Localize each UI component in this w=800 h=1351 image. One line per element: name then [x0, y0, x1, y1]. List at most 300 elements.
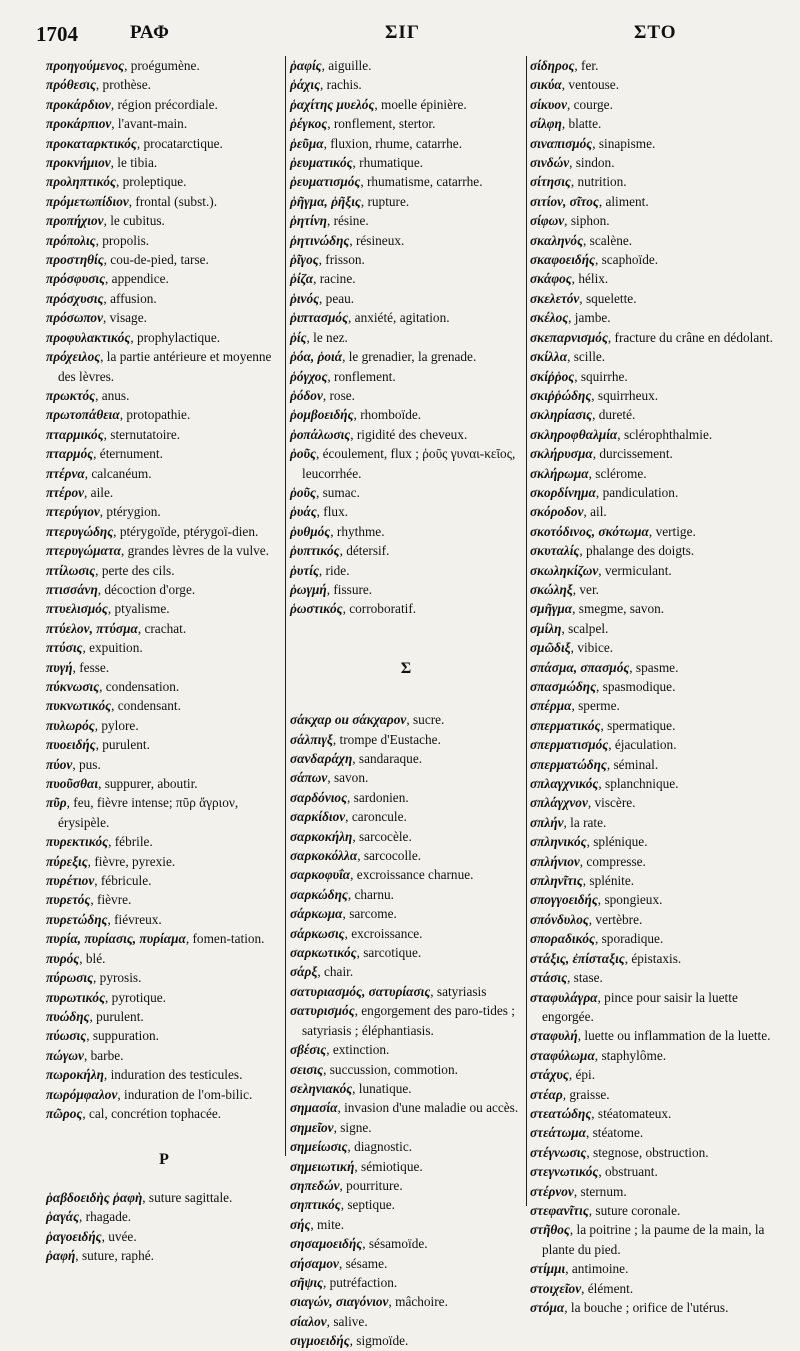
french-definition: , compresse.	[579, 853, 646, 869]
dictionary-entry	[530, 890, 778, 909]
french-definition: , cou-de-pied, tarse.	[103, 252, 209, 268]
dictionary-entry	[46, 658, 282, 677]
french-definition: , purulent.	[89, 1008, 144, 1024]
greek-headword: πύκνωσις	[46, 679, 100, 694]
greek-headword: σπάσμα, σπασμός	[530, 659, 630, 675]
greek-headword: πῶρος	[46, 1105, 83, 1121]
greek-headword: πρόχειλος	[46, 349, 101, 365]
french-definition: , sporadique.	[594, 931, 664, 947]
greek-headword: σηπεδών	[290, 1177, 340, 1193]
greek-headword: σβέσις	[290, 1042, 327, 1058]
french-definition: , suppuration.	[86, 1028, 159, 1044]
french-definition: , fomen-tation.	[185, 931, 265, 947]
french-definition: , détersif.	[339, 543, 390, 559]
french-definition: , fièvre, pyrexie.	[87, 853, 176, 869]
french-definition: , mâchoire.	[388, 1294, 448, 1310]
greek-headword: σής	[290, 1216, 311, 1232]
french-definition: , sardonien.	[347, 789, 409, 805]
greek-headword: πώγων	[46, 1047, 84, 1063]
french-definition: , hélix.	[571, 271, 609, 287]
dictionary-entry	[530, 638, 778, 657]
greek-headword: στοιχεῖον	[530, 1280, 582, 1296]
greek-headword: πρόπολις	[46, 232, 96, 248]
dictionary-entry	[530, 793, 778, 812]
greek-headword: σταφύλωμα	[530, 1047, 595, 1063]
dictionary-entry	[530, 832, 778, 851]
french-definition: , moelle épinière.	[374, 96, 467, 112]
french-definition: , rhumatique.	[352, 155, 424, 171]
french-definition: , ride.	[318, 562, 350, 578]
dictionary-entry	[46, 172, 282, 191]
dictionary-entry	[290, 502, 522, 521]
greek-headword: σκώληξ	[530, 581, 573, 597]
dictionary-entry	[290, 134, 522, 153]
dictionary-entry	[290, 924, 522, 943]
dictionary-entry	[46, 638, 282, 657]
greek-headword: ῥυτίς	[290, 562, 319, 578]
dictionary-entry	[530, 114, 778, 133]
dictionary-entry	[530, 561, 778, 580]
greek-headword: σταφυλή	[530, 1028, 578, 1044]
greek-headword: πρόμετωπίδιον	[46, 193, 129, 209]
greek-headword: πυρετώδης	[46, 911, 108, 927]
french-definition: , ronflement, stertor.	[327, 116, 436, 132]
french-definition: , rhagade.	[79, 1209, 132, 1225]
french-definition: , fracture du crâne en dédolant.	[607, 329, 773, 345]
running-head-left: ΡΑΦ	[130, 22, 170, 43]
greek-headword: σπογγοειδής	[530, 892, 598, 908]
greek-headword: ῥητίνη	[290, 213, 327, 229]
greek-headword: ῥοῦς	[290, 484, 316, 500]
dictionary-entry	[290, 1254, 522, 1273]
greek-headword: σκυταλίς	[530, 543, 580, 559]
french-definition: , sésamoïde.	[362, 1236, 428, 1252]
dictionary-entry	[46, 619, 282, 638]
greek-headword: στεάτωμα	[530, 1125, 586, 1141]
dictionary-entry	[46, 1085, 282, 1104]
french-definition: , stase.	[567, 970, 603, 986]
dictionary-entry	[46, 405, 282, 424]
dictionary-entry	[530, 444, 778, 463]
french-definition: , prophylactique.	[130, 329, 221, 345]
french-definition: , aile.	[84, 484, 114, 500]
dictionary-entry	[290, 904, 522, 923]
french-definition: , smegme, savon.	[572, 601, 665, 617]
dictionary-entry	[530, 1085, 778, 1104]
dictionary-entry	[46, 1104, 282, 1123]
greek-headword: σίτησις	[530, 174, 571, 190]
dictionary-entry	[46, 968, 282, 987]
dictionary-entry	[46, 308, 282, 327]
greek-headword: ῥαφίς	[290, 58, 322, 73]
french-definition: , peau.	[319, 290, 355, 306]
entry-list	[290, 710, 522, 1350]
dictionary-entry	[46, 696, 282, 715]
french-definition: , sumac.	[315, 484, 360, 500]
greek-headword: σπλάγχνον	[530, 795, 588, 811]
dictionary-entry	[530, 774, 778, 793]
french-definition: , vibice.	[570, 640, 614, 656]
greek-headword: σκοτόδινος, σκότωμα	[530, 523, 649, 539]
greek-headword: πῦρ	[46, 795, 67, 811]
greek-headword: σκαφοειδής	[530, 252, 595, 268]
dictionary-entry	[290, 749, 522, 768]
greek-headword: πωρόμφαλον	[46, 1086, 118, 1102]
french-definition: , sperme.	[571, 698, 620, 714]
greek-headword: πυοειδής	[46, 737, 96, 753]
dictionary-entry	[290, 1157, 522, 1176]
greek-headword: σατυριασμός, σατυρίασις	[290, 983, 431, 999]
french-definition: , sarcocèle.	[352, 828, 412, 844]
dictionary-entry	[290, 1234, 522, 1253]
dictionary-entry	[46, 386, 282, 405]
dictionary-entry	[46, 871, 282, 890]
dictionary-entry	[46, 502, 282, 521]
french-definition: , squirrhe.	[574, 368, 628, 384]
greek-headword: σάκχαρ ou σάκχαρον	[290, 712, 407, 728]
french-definition: , squirrheux.	[591, 387, 659, 403]
dictionary-entry	[530, 367, 778, 386]
french-definition: , ail.	[583, 504, 607, 520]
greek-headword: πρωκτός	[46, 387, 96, 403]
greek-headword: σησαμοειδής	[290, 1236, 363, 1252]
greek-headword: σάλπιγξ	[290, 731, 333, 747]
french-definition: , éternument.	[93, 446, 163, 462]
greek-headword: πυοῦσθαι	[46, 776, 99, 792]
french-definition: , salive.	[326, 1313, 368, 1329]
dictionary-entry	[530, 502, 778, 521]
dictionary-entry	[530, 1046, 778, 1065]
greek-headword: σκεπαρνισμός	[530, 329, 608, 345]
french-definition: , uvée.	[101, 1228, 137, 1244]
greek-headword: σεληνιακός	[290, 1080, 353, 1096]
french-definition: , extinction.	[326, 1042, 390, 1058]
french-definition: , stéatome.	[585, 1125, 644, 1141]
greek-headword: στέρνον	[530, 1183, 574, 1199]
greek-headword: σπέρμα	[530, 698, 572, 714]
french-definition: , pylore.	[94, 717, 139, 733]
french-definition: , affusion.	[103, 290, 157, 306]
dictionary-entry	[530, 949, 778, 968]
greek-headword: σαρκοκήλη	[290, 828, 353, 844]
dictionary-entry	[290, 807, 522, 826]
greek-headword: πτέρον	[46, 484, 85, 500]
french-definition: , vertige.	[648, 523, 696, 539]
french-definition: , graisse.	[562, 1086, 610, 1102]
dictionary-entry	[290, 289, 522, 308]
dictionary-entry	[290, 114, 522, 133]
french-definition: , pince pour saisir la luette engorgée.	[542, 989, 738, 1024]
dictionary-entry	[530, 871, 778, 890]
french-definition: , corroboratif.	[342, 601, 417, 617]
french-definition: , la bouche ; orifice de l'utérus.	[564, 1300, 729, 1315]
greek-headword: σπερματικός	[530, 717, 601, 733]
greek-headword: σίλφη	[530, 116, 562, 132]
greek-headword: πρόσωπον	[46, 310, 103, 326]
dictionary-entry	[290, 95, 522, 114]
greek-headword: ῥαγοειδής	[46, 1228, 102, 1244]
greek-headword: σαρκώδης	[290, 886, 348, 902]
greek-headword: σαρκωτικός	[290, 945, 357, 961]
greek-headword: σιτίον, σῖτος	[530, 193, 599, 209]
dictionary-entry	[46, 755, 282, 774]
greek-headword: σκορδίνημα	[530, 484, 596, 500]
dictionary-entry	[530, 735, 778, 754]
section-letter: P	[159, 1151, 169, 1169]
greek-headword: σκίλλα	[530, 349, 568, 365]
greek-headword: πυρωτικός	[46, 989, 106, 1005]
greek-headword: σπλήν	[530, 814, 564, 830]
greek-headword: σπληνῖτις	[530, 873, 583, 889]
greek-headword: σίδηρος	[530, 58, 575, 73]
dictionary-entry	[46, 929, 282, 948]
french-definition: , spongieux.	[597, 892, 663, 908]
dictionary-entry	[290, 211, 522, 230]
french-definition: , splanchnique.	[598, 776, 679, 792]
french-definition: , suture sagittale.	[142, 1189, 233, 1205]
dictionary-entry	[530, 153, 778, 172]
french-definition: , courge.	[566, 96, 613, 112]
dictionary-entry	[290, 730, 522, 749]
greek-headword: σκίῤῥος	[530, 368, 575, 384]
french-definition: , résineux.	[349, 232, 405, 248]
french-definition: , signe.	[333, 1119, 372, 1135]
dictionary-entry	[290, 982, 522, 1001]
french-definition: , ronflement.	[327, 368, 396, 384]
french-definition: , nutrition.	[570, 174, 627, 190]
greek-headword: σπλαγχνικός	[530, 776, 599, 792]
greek-headword: πύωσις	[46, 1028, 87, 1044]
french-definition: , stegnose, obstruction.	[586, 1144, 709, 1160]
dictionary-entry	[530, 910, 778, 929]
french-definition: , rigidité des cheveux.	[350, 426, 468, 442]
greek-headword: σημεῖον	[290, 1119, 334, 1135]
dictionary-entry	[290, 483, 522, 502]
french-definition: , perte des cils.	[95, 562, 175, 578]
french-definition: , spasmodique.	[596, 679, 676, 694]
greek-headword: πτέρνα	[46, 465, 85, 481]
dictionary-entry	[46, 134, 282, 153]
french-definition: , éjaculation.	[608, 737, 677, 753]
greek-headword: πύρεξις	[46, 853, 88, 869]
dictionary-entry	[290, 1331, 522, 1350]
french-definition: , proleptique.	[115, 174, 187, 190]
greek-headword: πρωτοπάθεια	[46, 407, 120, 423]
greek-headword: πτερυγώδης	[46, 523, 114, 539]
french-definition: , purulent.	[95, 737, 150, 753]
dictionary-entry	[46, 1246, 282, 1265]
dictionary-entry	[46, 464, 282, 483]
dictionary-entry	[530, 347, 778, 366]
dictionary-entry	[290, 768, 522, 787]
greek-headword: πτίλωσις	[46, 562, 96, 578]
greek-headword: σάπων	[290, 770, 328, 786]
french-definition: , putréfaction.	[322, 1274, 398, 1290]
greek-headword: ῥυάς	[290, 504, 317, 520]
dictionary-entry	[46, 56, 282, 75]
greek-headword: προστηθίς	[46, 252, 104, 268]
french-definition: , anxiété, agitation.	[348, 310, 450, 326]
dictionary-entry	[46, 949, 282, 968]
dictionary-entry	[530, 308, 778, 327]
dictionary-entry	[530, 988, 778, 1027]
french-definition: , blatte.	[561, 116, 602, 132]
french-definition: , fébrile.	[108, 834, 153, 850]
french-definition: , appendice.	[105, 271, 169, 287]
french-definition: , scalène.	[583, 232, 633, 248]
dictionary-entry	[46, 231, 282, 250]
dictionary-entry	[290, 599, 522, 618]
french-definition: , viscère.	[587, 795, 636, 811]
dictionary-entry	[290, 522, 522, 541]
french-definition: , élément.	[581, 1280, 634, 1296]
dictionary-entry	[530, 755, 778, 774]
dictionary-entry	[46, 1207, 282, 1226]
dictionary-entry	[530, 813, 778, 832]
greek-headword: προκάρπιον	[46, 116, 112, 132]
greek-headword: προληπτικός	[46, 174, 116, 190]
french-definition: , ptérygoïde, ptérygoï-dien.	[113, 523, 259, 539]
greek-headword: ῥωγμή	[290, 581, 327, 597]
dictionary-entry	[290, 710, 522, 729]
greek-headword: σαρδόνιος	[290, 789, 348, 805]
dictionary-entry	[530, 464, 778, 483]
greek-headword: στέγνωσις	[530, 1144, 587, 1160]
greek-headword: πυκνωτικός	[46, 698, 112, 714]
greek-headword: σιναπισμός	[530, 135, 593, 151]
greek-headword: σῆψις	[290, 1274, 323, 1290]
french-definition: , résine.	[326, 213, 369, 229]
greek-headword: πυώδης	[46, 1008, 90, 1024]
french-definition: , proégumène.	[124, 58, 200, 73]
french-definition: , visage.	[102, 310, 147, 326]
dictionary-entry	[46, 890, 282, 909]
dictionary-entry	[290, 865, 522, 884]
french-definition: , sarcome.	[342, 906, 397, 922]
greek-headword: σμῶδιξ	[530, 640, 571, 656]
french-definition: , trompe d'Eustache.	[332, 731, 441, 747]
dictionary-entry	[290, 56, 522, 75]
greek-headword: σποραδικός	[530, 931, 595, 947]
french-definition: , fluxion, rhume, catarrhe.	[323, 135, 463, 151]
french-definition: , excroissance charnue.	[350, 867, 474, 883]
greek-headword: σημειωτική	[290, 1158, 355, 1174]
french-definition: , fesse.	[72, 659, 110, 675]
greek-headword: σκλήρωμα	[530, 465, 589, 481]
column-2	[290, 56, 522, 1351]
greek-headword: σπερματισμός	[530, 737, 609, 753]
greek-headword: σκόροδον	[530, 504, 584, 520]
dictionary-entry	[46, 483, 282, 502]
french-definition: , blé.	[79, 950, 106, 966]
greek-headword: ῥιπτασμός	[290, 310, 349, 326]
dictionary-entry	[530, 328, 778, 347]
greek-headword: πρόθεσις	[46, 77, 96, 93]
greek-headword: σταφυλάγρα	[530, 989, 598, 1005]
french-definition: , savon.	[327, 770, 369, 786]
dictionary-entry	[290, 1195, 522, 1214]
french-definition: , frisson.	[318, 252, 365, 268]
greek-headword: σάρκωμα	[290, 906, 343, 922]
french-definition: , la rate.	[563, 814, 607, 830]
greek-headword: σμῆγμα	[530, 601, 573, 617]
french-definition: , suture coronale.	[588, 1202, 681, 1218]
french-definition: , phalange des doigts.	[579, 543, 695, 559]
greek-headword: πρόσχυσις	[46, 290, 104, 306]
section-letter: Σ	[400, 659, 412, 677]
greek-headword: σκαληνός	[530, 232, 583, 248]
french-definition: , crachat.	[137, 620, 187, 636]
dictionary-entry	[46, 192, 282, 211]
greek-headword: πωροκήλη	[46, 1067, 104, 1083]
greek-headword: ῥυθμός	[290, 523, 331, 539]
french-definition: , rhomboïde.	[353, 407, 422, 423]
french-definition: , engorgement des paro-tides ; satyriasis ; éléphantiasis.	[302, 1003, 516, 1038]
dictionary-entry	[290, 425, 522, 444]
dictionary-entry	[290, 386, 522, 405]
greek-headword: ῥευματικός	[290, 155, 353, 171]
dictionary-entry	[46, 347, 282, 386]
dictionary-entry	[46, 95, 282, 114]
dictionary-entry	[46, 852, 282, 871]
dictionary-entry	[46, 599, 282, 618]
dictionary-entry	[530, 968, 778, 987]
french-definition: , racine.	[313, 271, 356, 287]
greek-headword: πυρέτιον	[46, 873, 95, 889]
greek-headword: σάρξ	[290, 964, 318, 980]
greek-headword: σκληροφθαλμία	[530, 426, 618, 442]
greek-headword: ῥαφή	[46, 1247, 76, 1263]
greek-headword: ῥαγάς	[46, 1209, 80, 1225]
dictionary-entry	[290, 962, 522, 981]
greek-headword: σήσαμον	[290, 1255, 339, 1271]
greek-headword: ῥέγκος	[290, 116, 328, 132]
greek-headword: στεατώδης	[530, 1105, 592, 1121]
greek-headword: σινδών	[530, 155, 570, 171]
french-definition: , scaphoïde.	[594, 252, 659, 268]
dictionary-entry	[290, 788, 522, 807]
dictionary-entry	[46, 75, 282, 94]
french-definition: , charnu.	[347, 886, 394, 902]
french-definition: , suppurer, aboutir.	[98, 776, 198, 792]
dictionary-entry	[290, 405, 522, 424]
dictionary-entry	[530, 425, 778, 444]
greek-headword: σίκυον	[530, 96, 567, 112]
dictionary-entry	[46, 716, 282, 735]
column-rule	[285, 56, 286, 1156]
dictionary-entry	[530, 250, 778, 269]
dictionary-entry	[530, 231, 778, 250]
french-definition: , ver.	[572, 581, 599, 597]
dictionary-entry	[530, 658, 778, 677]
greek-headword: σαρκοκόλλα	[290, 848, 358, 864]
french-definition: , pus.	[72, 756, 101, 772]
greek-headword: στάσις	[530, 970, 568, 986]
dictionary-entry	[290, 347, 522, 366]
french-definition: , sémiotique.	[354, 1158, 423, 1174]
dictionary-entry	[46, 114, 282, 133]
greek-headword: ῥῖγος	[290, 252, 319, 268]
dictionary-entry	[530, 1162, 778, 1181]
french-definition: , protopathie.	[119, 407, 191, 423]
dictionary-entry	[46, 541, 282, 560]
french-definition: , région précordiale.	[110, 96, 218, 112]
greek-headword: σαρκοφυΐα	[290, 867, 351, 883]
greek-headword: στεφανῖτις	[530, 1202, 589, 1218]
entry-list	[530, 56, 778, 1317]
french-definition: , rupture.	[360, 193, 410, 209]
greek-headword: πτύσις	[46, 640, 83, 656]
